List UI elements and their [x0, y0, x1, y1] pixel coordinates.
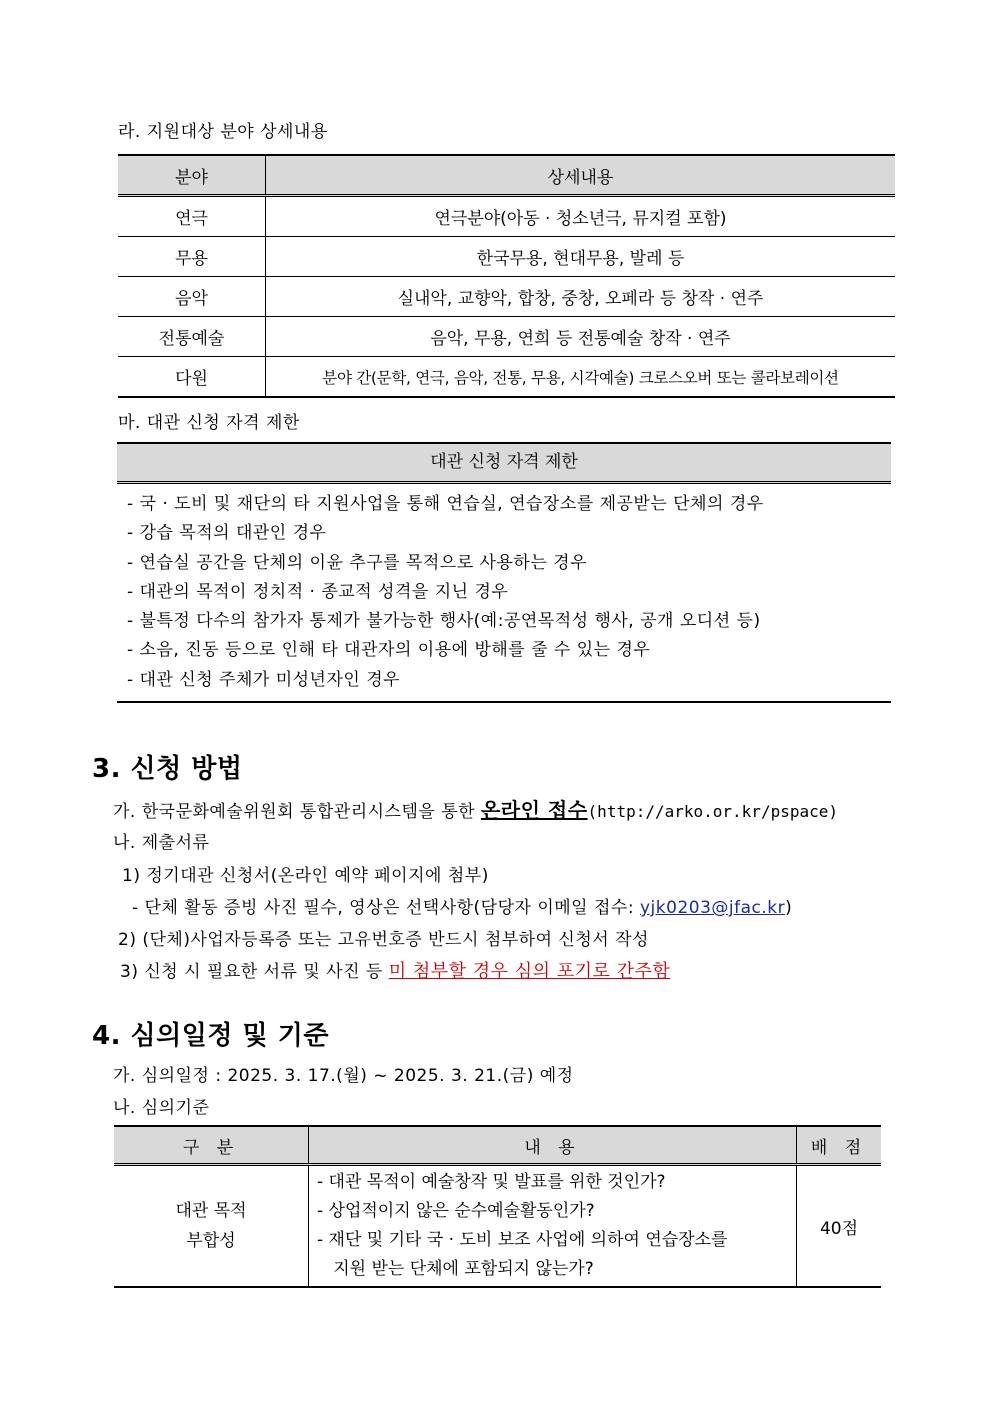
table-row: [118, 277, 895, 317]
section3-ga: [113, 794, 838, 823]
score-cell: 40점: [797, 1165, 882, 1288]
section3-title: 3. 신청 방법: [92, 754, 243, 784]
content-cell: [309, 1165, 797, 1288]
row-detail: 음악, 무용, 연희 등 전통예술 창작 · 연주: [266, 317, 896, 357]
list-item: - 대관 신청 주체가 미성년자인 경우: [127, 669, 401, 690]
row-field: 연극: [118, 196, 266, 237]
review-criteria-label: 나. 심의기준: [113, 1098, 210, 1118]
header-content: 내 용: [309, 1126, 797, 1165]
header-category: 구 분: [114, 1126, 309, 1165]
contact-email-link[interactable]: yjk0203@jfac.kr: [640, 898, 786, 918]
item1-sub-text: - 단체 활동 증빙 사진 필수, 영상은 선택사항(담당자 이메일 접수:: [132, 898, 640, 918]
criteria-item: - 대관 목적이 예술창작 및 발표를 위한 것인가?: [317, 1172, 666, 1192]
item3-text: 3) 신청 시 필요한 서류 및 사진 등: [120, 962, 389, 982]
table-row: [118, 357, 895, 398]
row-detail: 연극분야(아동 · 청소년극, 뮤지컬 포함): [266, 196, 896, 237]
section4-title: 4. 심의일정 및 기준: [92, 1021, 329, 1051]
review-criteria-table: [114, 1125, 881, 1288]
row-field: 무용: [118, 237, 266, 277]
list-item: - 국 · 도비 및 재단의 타 지원사업을 통해 연습실, 연습장소를 제공받는 단체의 경우: [127, 494, 764, 514]
item1-sub-close: ): [785, 898, 793, 918]
restriction-box: [117, 442, 891, 703]
criteria-item: 지원 받는 단체에 포함되지 않는가?: [317, 1259, 594, 1279]
row-field: 음악: [118, 277, 266, 317]
ga-text: 가. 한국문화예술위원회 통합관리시스템을 통한: [113, 802, 481, 822]
table-header-row: [114, 1126, 881, 1165]
submission-item-1-sub: [132, 893, 792, 918]
submission-item-2: 2) (단체)사업자등록증 또는 고유번호증 반드시 첨부하여 신청서 작성: [118, 930, 649, 950]
category-line: 부합성: [186, 1231, 236, 1251]
section-ra-heading: 라. 지원대상 분야 상세내용: [118, 122, 328, 142]
restriction-header: 대관 신청 자격 제한: [117, 444, 891, 484]
table-header-row: [118, 155, 895, 196]
list-item: - 소음, 진동 등으로 인해 타 대관자의 이용에 방해를 줄 수 있는 경우: [127, 640, 651, 661]
table-row: [118, 317, 895, 357]
criteria-item: - 재단 및 기타 국 · 도비 보조 사업에 의하여 연습장소를: [317, 1230, 728, 1250]
row-detail: 실내악, 교향악, 합창, 중창, 오페라 등 창작 · 연주: [266, 277, 896, 317]
table-row: [118, 237, 895, 277]
header-detail: 상세내용: [266, 155, 896, 196]
review-schedule: 가. 심의일정 : 2025. 3. 17.(월) ~ 2025. 3. 21.(금) 예정: [113, 1066, 574, 1086]
support-field-table: [118, 154, 895, 398]
row-detail: 분야 간(문학, 연극, 음악, 전통, 무용, 시각예술) 크로스오버 또는 콜라보레이션: [266, 357, 896, 398]
criteria-item: - 상업적이지 않은 순수예술활동인가?: [317, 1201, 595, 1221]
section3-na: 나. 제출서류: [113, 833, 210, 853]
table-row: [118, 196, 895, 237]
row-detail: 한국무용, 현대무용, 발레 등: [266, 237, 896, 277]
list-item: - 대관의 목적이 정치적 · 종교적 성격을 지닌 경우: [127, 581, 509, 602]
header-field: 분야: [118, 155, 266, 196]
list-item: - 강습 목적의 대관인 경우: [127, 523, 327, 544]
category-cell: [114, 1165, 309, 1288]
table-row: [114, 1165, 881, 1288]
section-ma-heading: 마. 대관 신청 자격 제한: [118, 413, 300, 433]
warning-text: 미 첨부할 경우 심의 포기로 간주함: [388, 961, 671, 982]
arko-url[interactable]: (http://arko.or.kr/pspace): [587, 802, 838, 821]
row-field: 전통예술: [118, 317, 266, 357]
category-line: 대관 목적: [175, 1201, 247, 1221]
restriction-list: [117, 484, 891, 701]
header-score: 배 점: [797, 1126, 882, 1165]
row-field: 다원: [118, 357, 266, 398]
submission-item-1: 1) 정기대관 신청서(온라인 예약 페이지에 첨부): [122, 866, 489, 886]
online-application-emph: 온라인 접수: [480, 798, 588, 822]
list-item: - 연습실 공간을 단체의 이윤 추구를 목적으로 사용하는 경우: [127, 552, 587, 573]
list-item: - 불특정 다수의 참가자 통제가 불가능한 행사(예:공연목적성 행사, 공개 오디션 등): [127, 611, 761, 632]
submission-item-3: [120, 957, 670, 983]
